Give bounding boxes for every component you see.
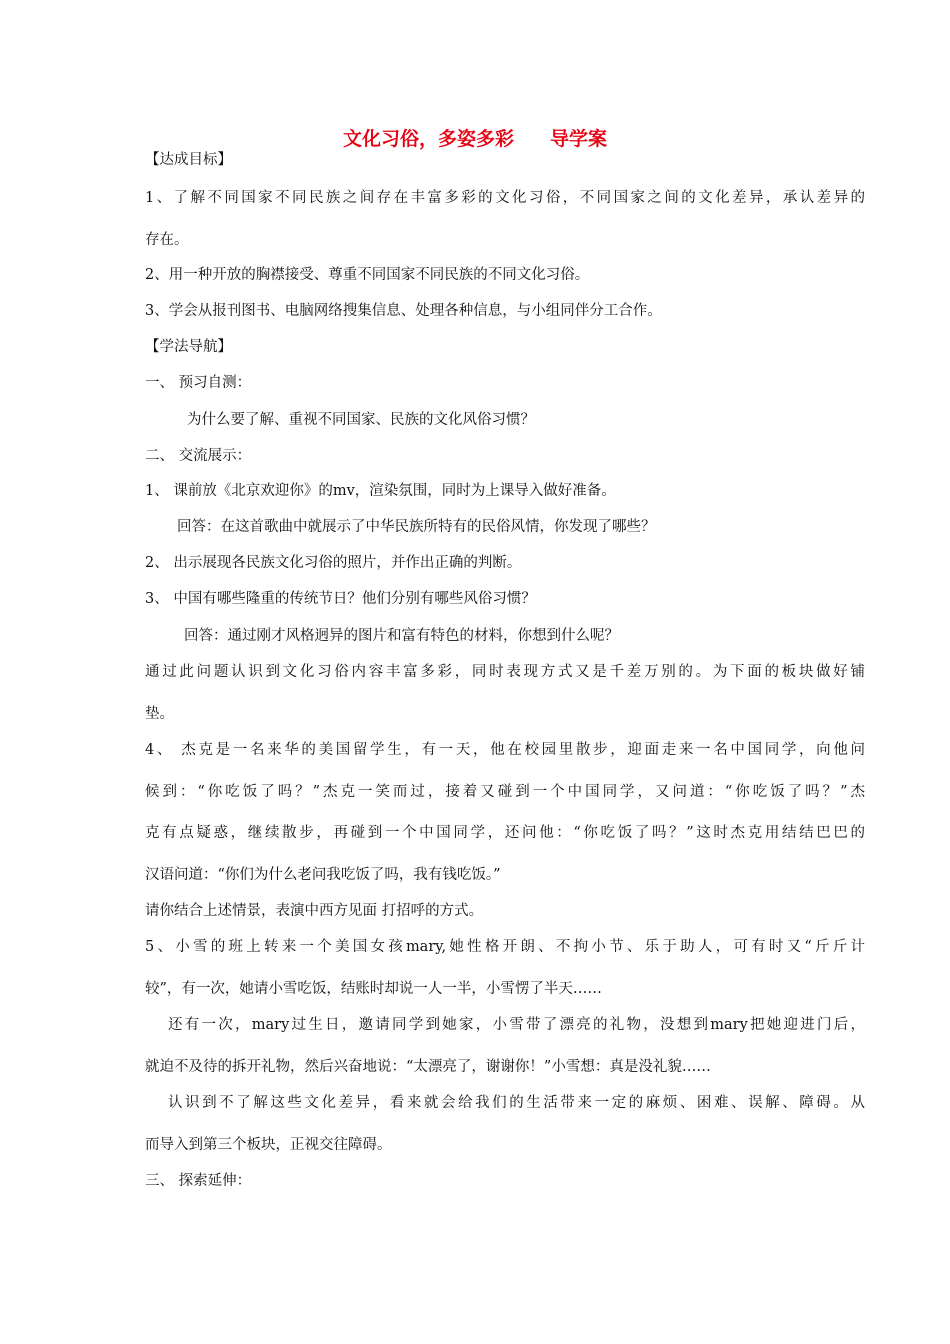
item-5-line-1: 5、小雪的班上转来一个美国女孩mary,她性格开朗、不拘小节、乐于助人，可有时又“斤斤计: [145, 939, 865, 955]
part-3-heading: 三、 探索延伸：: [145, 1173, 252, 1189]
item-3-answer: 回答：通过刚才风格迥异的图片和富有特色的材料，你想到什么呢？: [184, 628, 619, 644]
goal-3: 3、学会从报刊图书、电脑网络搜集信息、处理各种信息，与小组同伴分工合作。: [145, 303, 662, 319]
section-heading-goals: 【达成目标】: [145, 152, 232, 168]
title-suffix: 导学案: [550, 128, 608, 150]
part-1-heading: 一、 预习自测：: [145, 375, 252, 391]
item-5-note-line-1: 认识到不了解这些文化差异，看来就会给我们的生活带来一定的麻烦、困难、误解、障碍。从: [168, 1095, 865, 1111]
goal-1-line-2: 存在。: [145, 232, 189, 248]
item-3-note-line-1: 通过此问题认识到文化习俗内容丰富多彩，同时表现方式又是千差万别的。为下面的板块做好铺: [145, 664, 865, 680]
item-5-line-3: 还有一次，mary过生日，邀请同学到她家，小雪带了漂亮的礼物，没想到mary把她迎进门后，: [168, 1017, 865, 1033]
part-2-heading: 二、 交流展示：: [145, 448, 252, 464]
item-1-answer: 回答：在这首歌曲中就展示了中华民族所特有的民俗风情，你发现了哪些？: [177, 519, 656, 535]
goal-2: 2、用一种开放的胸襟接受、尊重不同国家不同民族的不同文化习俗。: [145, 267, 590, 283]
section-heading-method: 【学法导航】: [145, 339, 232, 355]
item-4-line-1: 4、 杰克是一名来华的美国留学生，有一天，他在校园里散步，迎面走来一名中国同学，向他问: [145, 742, 865, 758]
item-4-line-2: 候到：“你吃饭了吗？”杰克一笑而过，接着又碰到一个中国同学，又问道：“你吃饭了吗？”杰: [145, 784, 865, 800]
item-4-line-4: 汉语问道：“你们为什么老问我吃饭了吗，我有钱吃饭。”: [145, 867, 501, 883]
title-main: 文化习俗，多姿多彩: [342, 128, 514, 150]
item-5-note-line-2: 而导入到第三个板块，正视交往障碍。: [145, 1137, 392, 1153]
item-3: 3、 中国有哪些隆重的传统节日？他们分别有哪些风俗习惯？: [145, 591, 536, 607]
item-3-note-line-2: 垫。: [145, 706, 174, 722]
item-2: 2、 出示展现各民族文化习俗的照片，并作出正确的判断。: [145, 555, 522, 571]
item-5-line-4: 就迫不及待的拆开礼物，然后兴奋地说：“太漂亮了，谢谢你！”小雪想：真是没礼貌……: [145, 1059, 711, 1075]
goal-1-line-1: 1、了解不同国家不同民族之间存在丰富多彩的文化习俗，不同国家之间的文化差异，承认差异的: [145, 190, 865, 206]
page-title: [0, 124, 950, 151]
item-5-line-2: 较”，有一次，她请小雪吃饭，结账时却说一人一半，小雪愣了半天……: [145, 981, 602, 997]
item-4-line-3: 克有点疑惑，继续散步，再碰到一个中国同学，还问他：“你吃饭了吗？”这时杰克用结结巴巴的: [145, 825, 865, 841]
part-1-question: 为什么要了解、重视不同国家、民族的文化风俗习惯？: [187, 412, 535, 428]
item-4-task: 请你结合上述情景，表演中西方见面 打招呼的方式。: [145, 903, 484, 919]
item-1: 1、 课前放《北京欢迎你》的mv，渲染氛围，同时为上课导入做好准备。: [145, 483, 616, 499]
